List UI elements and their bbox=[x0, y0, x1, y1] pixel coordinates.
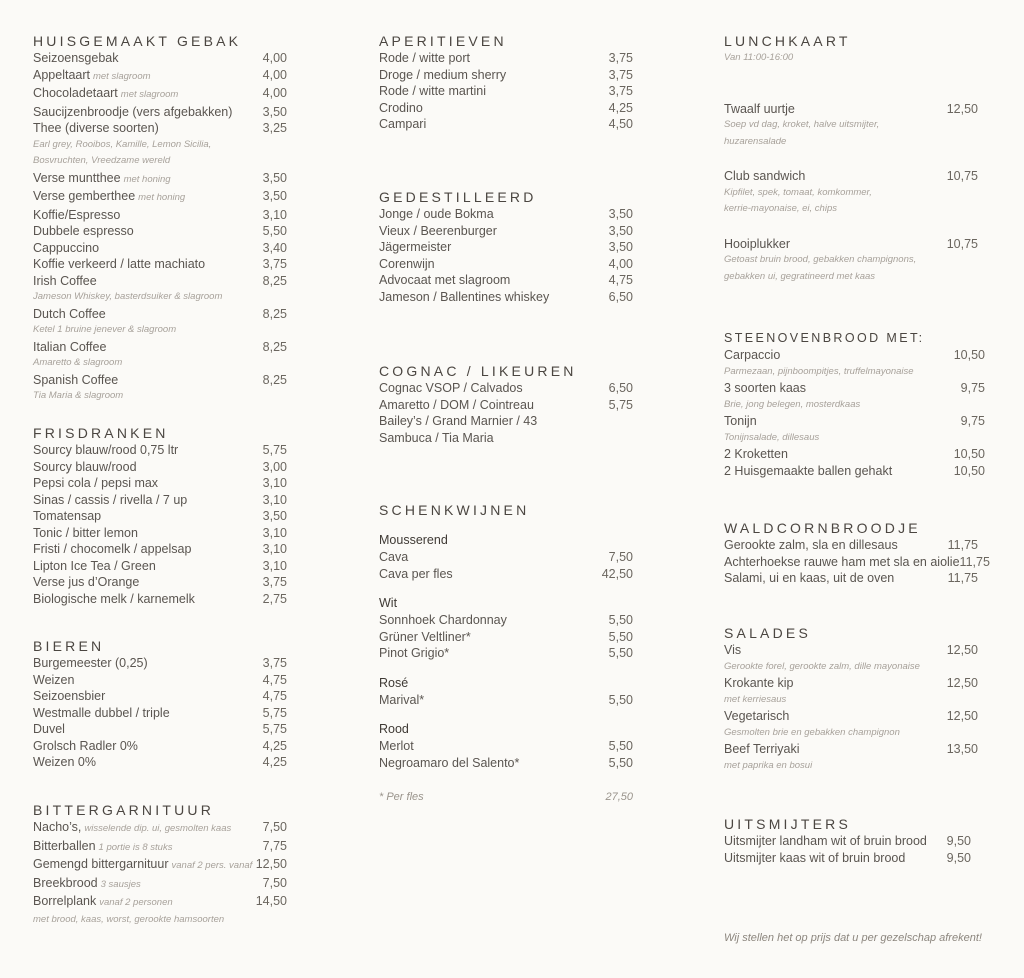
menu-item: Krokante kip 12,50 bbox=[724, 676, 978, 690]
section-title: BITTERGARNITUUR bbox=[33, 802, 214, 818]
item-description: Jameson Whiskey, basterdsuiker & slagroom bbox=[33, 291, 223, 302]
item-description: kerrie-mayonaise, ei, chips bbox=[724, 203, 837, 214]
section-title: UITSMIJTERS bbox=[724, 816, 851, 832]
menu-item: Saucijzenbroodje (vers afgebakken) 3,50 bbox=[33, 104, 287, 119]
item-description: huzarensalade bbox=[724, 135, 787, 147]
section-cognac-likeuren bbox=[379, 362, 633, 446]
menu-item: Vegetarisch 12,50 bbox=[724, 709, 978, 723]
item-description: Gesmolten brie en gebakken champignon bbox=[724, 726, 900, 738]
menu-item: Seizoensbier 4,75 bbox=[33, 689, 287, 703]
section-title: BIEREN bbox=[33, 638, 105, 654]
menu-item: Cava 7,50 bbox=[379, 550, 633, 564]
menu-item: 2 Kroketten 10,50 bbox=[724, 447, 985, 461]
menu-item: 3 soorten kaas 9,75 bbox=[724, 381, 985, 395]
menu-item: Twaalf uurtje 12,50 bbox=[724, 101, 978, 116]
menu-item: Sambuca / Tia Maria bbox=[379, 430, 494, 445]
section-uitsmijters bbox=[724, 815, 971, 866]
menu-item: Verse jus d’Orange 3,75 bbox=[33, 575, 287, 589]
menu-item: Gerookte zalm, sla en dillesaus 11,75 bbox=[724, 538, 978, 552]
menu-item: Vis 12,50 bbox=[724, 643, 978, 657]
menu-item: Uitsmijter kaas wit of bruin brood 9,50 bbox=[724, 850, 971, 865]
menu-item: Campari 4,50 bbox=[379, 117, 633, 131]
menu-item: Chocoladetaart met slagroom 4,00 bbox=[33, 86, 287, 100]
menu-item: Pepsi cola / pepsi max 3,10 bbox=[33, 476, 287, 490]
section-steenovenbrood bbox=[724, 329, 985, 479]
item-description: Getoast bruin brood, gebakken champignons, bbox=[724, 254, 917, 265]
menu-item: Fristi / chocomelk / appelsap 3,10 bbox=[33, 542, 287, 556]
menu-item: Cappuccino 3,40 bbox=[33, 240, 287, 255]
menu-item: Sourcy blauw/rood 0,75 ltr 5,75 bbox=[33, 443, 287, 457]
item-description: Gerookte forel, gerookte zalm, dille mayonaise bbox=[724, 660, 920, 672]
section-title: STEENOVENBROOD MET: bbox=[724, 331, 925, 345]
section-salades bbox=[724, 624, 978, 774]
section-waldcornbroodje bbox=[724, 519, 990, 587]
item-description: Tia Maria & slagroom bbox=[33, 390, 124, 401]
menu-item: Bailey’s / Grand Marnier / 43 bbox=[379, 414, 538, 428]
section-title: FRISDRANKEN bbox=[33, 425, 169, 441]
section-gedestilleerd bbox=[379, 188, 633, 305]
menu-item: Borrelplank vanaf 2 personen 14,50 bbox=[33, 894, 287, 908]
menu-item: Dutch Coffee 8,25 bbox=[33, 306, 287, 321]
menu-item: Irish Coffee 8,25 bbox=[33, 273, 287, 288]
menu-item: Koffie verkeerd / latte machiato 3,75 bbox=[33, 257, 287, 271]
item-description: Brie, jong belegen, mosterdkaas bbox=[724, 398, 861, 410]
menu-item: Crodino 4,25 bbox=[379, 100, 633, 115]
menu-item: Duvel 5,75 bbox=[33, 722, 287, 736]
wine-category: Rood bbox=[379, 722, 409, 736]
item-description: Ketel 1 bruine jenever & slagroom bbox=[33, 324, 177, 335]
item-description: met paprika en bosui bbox=[724, 759, 813, 771]
menu-item: Grolsch Radler 0% 4,25 bbox=[33, 738, 287, 753]
item-description: Bosvruchten, Vreedzame wereld bbox=[33, 155, 171, 166]
menu-item: Uitsmijter landham wit of bruin brood 9,50 bbox=[724, 834, 971, 848]
menu-item-per-fles: * Per fles 27,50 bbox=[379, 791, 633, 803]
section-title: SALADES bbox=[724, 625, 811, 641]
menu-item: Lipton Ice Tea / Green 3,10 bbox=[33, 558, 287, 573]
menu-item: Rode / witte martini 3,75 bbox=[379, 84, 633, 98]
menu-item: Hooiplukker 10,75 bbox=[724, 236, 978, 251]
menu-item: Nacho’s, wisselende dip. ui, gesmolten kaas 7,50 bbox=[33, 820, 287, 834]
item-description: met brood, kaas, worst, gerookte hamsoorten bbox=[33, 913, 225, 925]
section-frisdranken bbox=[33, 424, 287, 607]
menu-item: Weizen 4,75 bbox=[33, 672, 287, 687]
menu-item: Spanish Coffee 8,25 bbox=[33, 372, 287, 387]
menu-item: Tonic / bitter lemon 3,10 bbox=[33, 525, 287, 540]
section-title: GEDESTILLEERD bbox=[379, 189, 537, 205]
section-title: COGNAC / LIKEUREN bbox=[379, 363, 577, 379]
item-description: Amaretto & slagroom bbox=[33, 357, 123, 368]
wine-category: Rosé bbox=[379, 675, 409, 690]
menu-item: Tomatensap 3,50 bbox=[33, 509, 287, 523]
menu-item: Pinot Grigio* 5,50 bbox=[379, 646, 633, 660]
item-description: Soep vd dag, kroket, halve uitsmijter, bbox=[724, 119, 880, 130]
item-description: gebakken ui, gegratineerd met kaas bbox=[724, 270, 876, 282]
menu-item: Verse gemberthee met honing 3,50 bbox=[33, 189, 287, 203]
menu-item: Koffie/Espresso 3,10 bbox=[33, 207, 287, 222]
menu-item: Jonge / oude Bokma 3,50 bbox=[379, 207, 633, 221]
menu-item: Rode / witte port 3,75 bbox=[379, 51, 633, 65]
wine-category: Mousserend bbox=[379, 533, 448, 547]
item-description: Earl grey, Rooibos, Kamille, Lemon Sicilia, bbox=[33, 138, 212, 150]
menu-item: Negroamaro del Salento* 5,50 bbox=[379, 755, 633, 770]
menu-item: Weizen 0% 4,25 bbox=[33, 755, 287, 769]
section-title: APERITIEVEN bbox=[379, 33, 507, 49]
section-subtitle: Van 11:00-16:00 bbox=[724, 52, 794, 63]
menu-item: Thee (diverse soorten) 3,25 bbox=[33, 121, 287, 135]
menu-item: Jameson / Ballentines whiskey 6,50 bbox=[379, 289, 633, 304]
menu-item: Westmalle dubbel / triple 5,75 bbox=[33, 705, 287, 720]
menu-item: Club sandwich 10,75 bbox=[724, 169, 978, 183]
section-bittergarnituur bbox=[33, 801, 287, 928]
footer-note: Wij stellen het op prijs dat u per gezelschap afrekent! bbox=[724, 932, 982, 944]
section-bieren bbox=[33, 637, 287, 771]
menu-item: Burgemeester (0,25) 3,75 bbox=[33, 656, 287, 670]
menu-item: Sourcy blauw/rood 3,00 bbox=[33, 459, 287, 474]
menu-item: Sinas / cassis / rivella / 7 up 3,10 bbox=[33, 492, 287, 507]
section-gebak bbox=[33, 32, 287, 405]
menu-item: Jägermeister 3,50 bbox=[379, 240, 633, 254]
section-aperitieven bbox=[379, 32, 633, 133]
menu-item: Bitterballen 1 portie is 8 stuks 7,75 bbox=[33, 838, 287, 853]
menu-item: Gemengd bittergarnituur vanaf 2 pers. vanaf 12,50 bbox=[33, 857, 287, 871]
item-description: met kerriesaus bbox=[724, 693, 787, 705]
menu-item: Cava per fles 42,50 bbox=[379, 566, 633, 581]
menu-item: Corenwijn 4,00 bbox=[379, 256, 633, 271]
menu-item: Cognac VSOP / Calvados 6,50 bbox=[379, 381, 633, 395]
section-title: LUNCHKAART bbox=[724, 33, 851, 49]
menu-item: Verse muntthee met honing 3,50 bbox=[33, 170, 287, 185]
menu-item: Dubbele espresso 5,50 bbox=[33, 224, 287, 238]
menu-item: Grüner Veltliner* 5,50 bbox=[379, 629, 633, 644]
menu-item: Marival* 5,50 bbox=[379, 692, 633, 707]
menu-item: Salami, ui en kaas, uit de oven 11,75 bbox=[724, 571, 978, 585]
menu-item: Seizoensgebak 4,00 bbox=[33, 51, 287, 65]
menu-item: Appeltaart met slagroom 4,00 bbox=[33, 67, 287, 82]
menu-item: Biologische melk / karnemelk 2,75 bbox=[33, 591, 287, 606]
section-schenkwijnen bbox=[379, 501, 633, 806]
item-description: Parmezaan, pijnboompitjes, truffelmayonaise bbox=[724, 365, 914, 377]
menu-item: Carpaccio 10,50 bbox=[724, 348, 985, 362]
section-title: SCHENKWIJNEN bbox=[379, 502, 530, 518]
menu-item: Tonijn 9,75 bbox=[724, 414, 985, 428]
menu-item: Beef Terriyaki 13,50 bbox=[724, 742, 978, 756]
menu-item: Droge / medium sherry 3,75 bbox=[379, 67, 633, 82]
item-description: Kipfilet, spek, tomaat, komkommer, bbox=[724, 186, 872, 198]
menu-item: Amaretto / DOM / Cointreau 5,75 bbox=[379, 397, 633, 412]
menu-item: Sonnhoek Chardonnay 5,50 bbox=[379, 613, 633, 627]
section-title: HUISGEMAAKT GEBAK bbox=[33, 33, 242, 49]
wine-category: Wit bbox=[379, 596, 398, 610]
menu-item: Merlot 5,50 bbox=[379, 739, 633, 753]
item-description: Tonijnsalade, dillesaus bbox=[724, 431, 820, 443]
menu-item: Breekbrood 3 sausjes 7,50 bbox=[33, 875, 287, 890]
section-lunchkaart bbox=[724, 32, 978, 285]
menu-item: 2 Huisgemaakte ballen gehakt 10,50 bbox=[724, 463, 985, 478]
menu-item: Advocaat met slagroom 4,75 bbox=[379, 273, 633, 287]
menu-item: Italian Coffee 8,25 bbox=[33, 339, 287, 354]
section-title: WALDCORNBROODJE bbox=[724, 520, 921, 536]
menu-item: Vieux / Beerenburger 3,50 bbox=[379, 223, 633, 238]
menu-item: Achterhoekse rauwe ham met sla en aiolie 11,75 bbox=[724, 554, 990, 569]
